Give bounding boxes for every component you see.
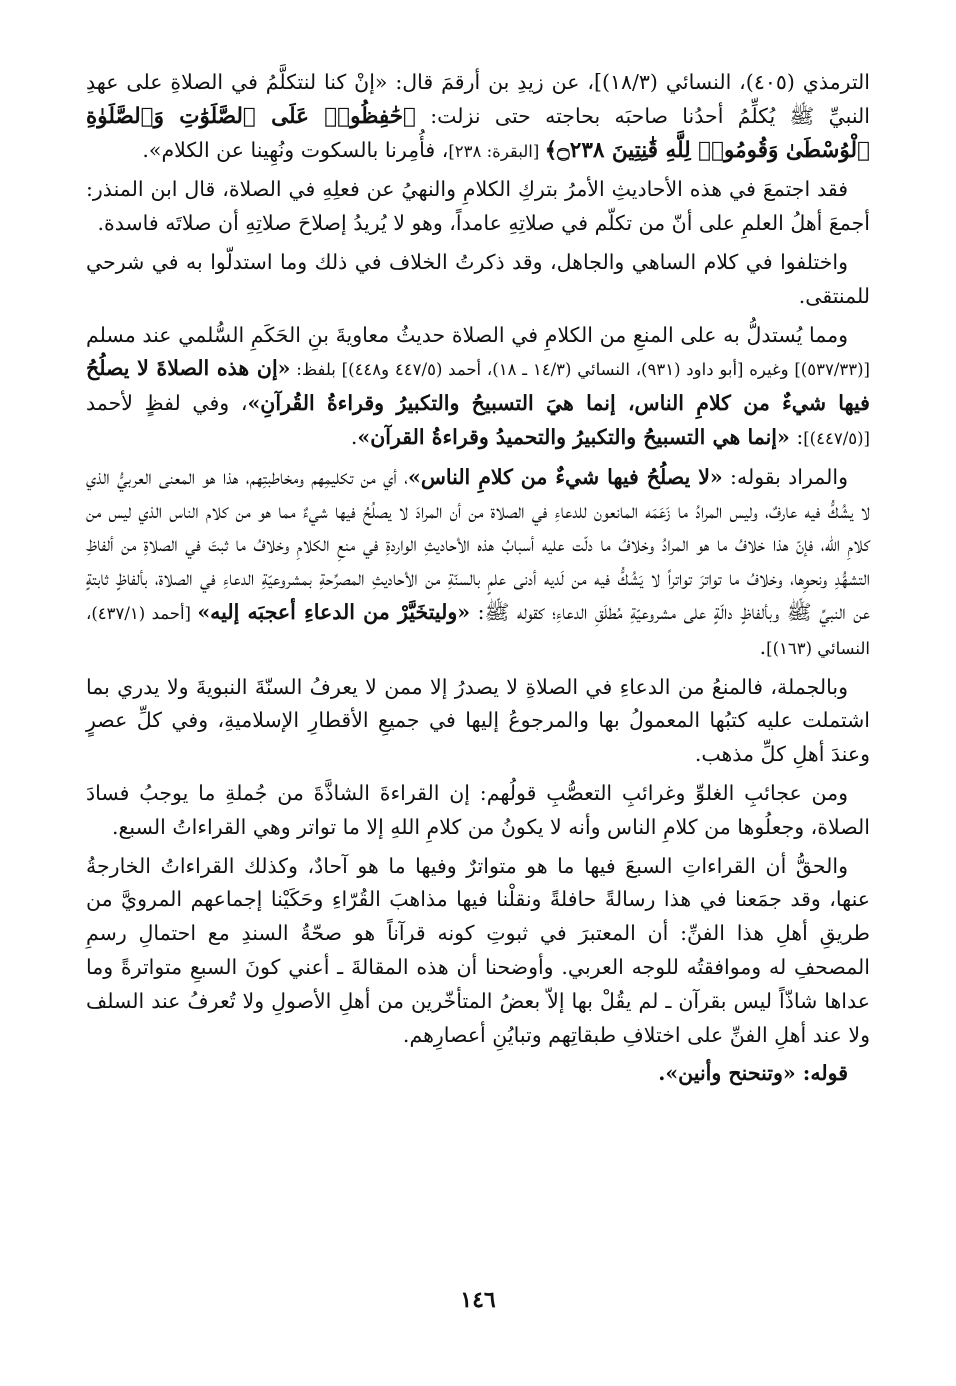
text-segment: «لا يصلُحُ فيها شيءٌ من كلامِ الناس» bbox=[408, 464, 723, 489]
text-segment: ، وفي لفظٍ لأحمد bbox=[86, 391, 248, 416]
text-segment: [البقرة: ٢٣٨] bbox=[448, 141, 545, 161]
text-segment: وبالجملة، فالمنعُ من الدعاءِ في الصلاةِ لا يصدرُ إلا ممن لا يعرفُ السنّةَ النبويةَ ولا يدري بما اشتملت عليه كتبُها المعمولُ بها والمرجوعُ إليها في جميعِ الأقطارِ الإسلاميةِ، وفي كلِّ عصرٍ وعندَ أهلِ كلِّ مذهب. bbox=[86, 674, 870, 767]
text-segment: [أحمد (٤٣٧/١)، النسائي (١٦٣)] bbox=[86, 603, 870, 658]
text-segment: قوله: «وتنحنح وأنين». bbox=[658, 1061, 848, 1086]
page-body bbox=[86, 66, 870, 1096]
text-segment: والحقُّ أن القراءاتِ السبعَ فيها ما هو متواترٌ وفيها ما هو آحادٌ، وكذلك القراءاتُ الخارجةُ عنها، وقد جمَعنا في هذا رسالةً حافلةً ونقلْنا فيها مذاهبَ القُرّاءِ وحَكَيْنا إجماعهم المرويَّ من طريقِ أهلِ هذا الفنِّ: أن المعتبرَ في ثبوتِ كونه قرآناً هو صحّةُ السندِ مع احتمالِ رسمِ المصحفِ له وموافقتُه للوجه العربي. وأوضحنا أن هذه المقالةَ ـ أعني كونَ السبعِ متواترةً وما عداها شاذّاً ليس بقرآن ـ لم يقُلْ بها إلاّ بعضُ المتأخّرين من أهلِ الأصولِ ولا تُعرفُ عند السلف ولا عند أهلِ الفنِّ على اختلافِ طبقاتِهم وتبايُنِ أعصارِهم. bbox=[86, 853, 870, 1047]
text-segment: «إن هذه الصلاةَ لا يصلُحُ فيها شيءٌ من كلامِ الناس، إنما هيَ التسبيحُ والتكبيرُ وقراءةُ القُرآنِ» bbox=[86, 356, 870, 416]
text-segment: : bbox=[789, 424, 804, 449]
paragraph-p6 bbox=[86, 671, 870, 772]
text-segment: ومن عجائبِ الغلوِّ وغرائبِ التعصُّبِ قولُهم: إن القراءةَ الشاذَّةَ من جُملةِ ما يوجبُ فسادَ الصلاة، وجعلُوها من كلامِ الناس وأنه لا يكونُ من كلامِ اللهِ إلا ما تواتر وهي القراءاتُ السبع. bbox=[86, 780, 870, 839]
page-number: ١٤٦ bbox=[460, 1287, 496, 1313]
paragraph-p4 bbox=[86, 319, 870, 456]
text-segment: ومما يُستدلُّ به على المنعِ من الكلامِ في الصلاة حديثُ معاويةَ بنِ الحَكَمِ السُّلمي عند مسلم bbox=[86, 322, 848, 347]
text-segment: والمراد بقوله: bbox=[722, 464, 848, 489]
text-segment: ، أي من تكليمِهم ومخاطبتِهم، هذا هو المعنى العربيُّ الذي لا يشُكُّ فيه عارفٌ، وليس المرادُ ما زَعَمَه المانعون للدعاءِ في الصلاة من أن المرادَ لا يصلُحُ فيها شيءٌ مما هو من كلام الناس الذي ليس من كلامِ الله، فإنّ هذا خلافُ ما هو المرادُ وخلافُ ما دلّت عليه أسبابُ هذه الأحاديثِ الواردةِ في منعِ الكلامِ وخلافُ ما ثبتَ في الصلاةِ من ألفاظِ التشهُّدِ ونحوِها، وخلافُ ما تواترَ تواتراً لا يَشُكُّ فيه من لَديه أدنى علمٍ بالسنّةِ من الأحاديثِ المصرِّحةِ بمشروعيّةِ الدعاءِ في الصلاة، بألفاظٍ ثابتةٍ عن النبيِّ ﷺ وبألفاظٍ دالّةٍ على مشروعيّةِ مُطلَقِ الدعاءِ؛ كقوله ﷺ: bbox=[86, 464, 870, 624]
text-segment: . bbox=[350, 424, 358, 449]
paragraph-p2 bbox=[86, 173, 870, 241]
paragraph-p3 bbox=[86, 246, 870, 314]
text-segment: . bbox=[759, 634, 767, 659]
paragraph-p9 bbox=[86, 1057, 870, 1091]
text-segment: [(٤٤٧/٥)] bbox=[803, 428, 870, 448]
text-segment: «إنما هي التسبيحُ والتكبيرُ والتحميدُ وقراءةُ القرآن» bbox=[357, 424, 790, 449]
text-segment: فقد اجتمعَ في هذه الأحاديثِ الأمرُ بتركِ الكلامِ والنهيُ عن فعلِهِ في الصلاة، قال ابن المنذر: أجمعَ أهلُ العلمِ على أنّ من تكلّم في صلاتِهِ عامداً، وهو لا يُريدُ إصلاحَ صلاتِهِ أن صلاتَه فاسدة. bbox=[86, 177, 870, 236]
text-segment: [(٥٣٧/٣٣)] وغيره [أبو داود (٩٣١)، النسائي (١٤/٣ ـ ١٨)، أحمد (٤٤٧/٥ و٤٤٨)] بلفظ: bbox=[290, 360, 870, 380]
paragraph-p7 bbox=[86, 777, 870, 845]
paragraph-p5 bbox=[86, 461, 870, 666]
text-segment: الترمذي (٤٠٥)، النسائي (١٨/٣)]، عن زيدِ بن أرقمَ قال: «إنْ كنا لنتكلَّمُ في الصلاةِ على عهدِ النبيِّ ﷺ يُكلِّمُ أحدُنا صاحبَه بحاجته حتى نزلت: bbox=[86, 70, 870, 128]
paragraph-p1 bbox=[86, 66, 870, 168]
text-segment: واختلفوا في كلام الساهي والجاهل، وقد ذكرتُ الخلاف في ذلك وما استدلّوا به في شرحي للمنتقى. bbox=[86, 249, 870, 308]
paragraph-p8 bbox=[86, 850, 870, 1053]
text-segment: ، فأُمِرنا بالسكوت ونُهِينا عن الكلام». bbox=[142, 137, 449, 162]
text-segment: ﴿حَٰفِظُوا۟ عَلَى ٱلصَّلَوَٰتِ وَٱلصَّلَوٰةِ ٱلْوُسْطَىٰ وَقُومُوا۟ لِلَّهِ قَٰنِتِينَ ۝٢٣٨﴾ bbox=[86, 103, 870, 163]
text-segment: «وليتخَيَّرْ من الدعاءِ أعجبَه إليه» bbox=[197, 599, 471, 624]
